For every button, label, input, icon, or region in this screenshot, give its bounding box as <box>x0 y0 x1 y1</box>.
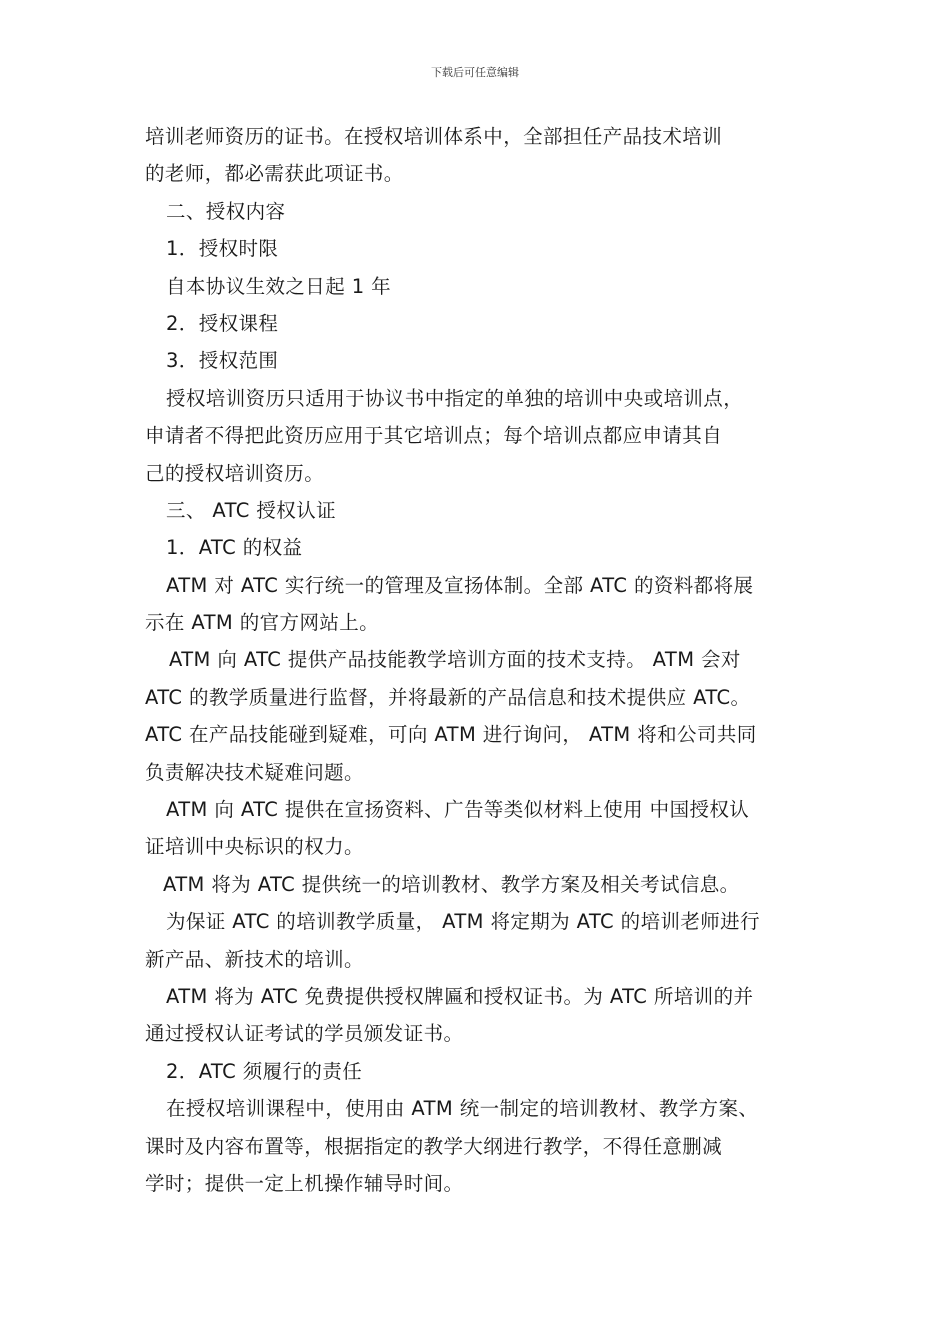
paragraph-line: 授权培训资历只适用于协议书中指定的单独的培训中央或培训点， <box>166 386 744 410</box>
subsection-heading: 2．ATC 须履行的责任 <box>166 1059 363 1083</box>
section-heading: 三、 ATC 授权认证 <box>166 498 337 522</box>
paragraph-line: 通过授权认证考试的学员颁发证书。 <box>145 1022 464 1046</box>
paragraph-line: 证培训中央标识的权力。 <box>145 835 364 859</box>
paragraph-line: ATM 对 ATC 实行统一的管理及宣扬体制。全部 ATC 的资料都将展 <box>166 573 754 597</box>
paragraph-line: 为保证 ATC 的培训教学质量， ATM 将定期为 ATC 的培训老师进行 <box>166 910 760 934</box>
paragraph-line: 自本协议生效之日起 1 年 <box>166 274 392 298</box>
paragraph-line: 学时；提供一定上机操作辅导时间。 <box>145 1171 464 1195</box>
paragraph-line: ATC 在产品技能碰到疑难，可向 ATM 进行询问， ATM 将和公司共同 <box>145 723 757 747</box>
paragraph-line: ATM 向 ATC 提供产品技能教学培训方面的技术支持。 ATM 会对 <box>169 648 741 672</box>
paragraph-line: 己的授权培训资历。 <box>145 461 325 485</box>
page-header: 下载后可任意编辑 <box>431 66 519 79</box>
paragraph-line: ATC 的教学质量进行监督，并将最新的产品信息和技术提供应 ATC。 <box>145 685 751 709</box>
section-heading: 二、授权内容 <box>166 199 286 223</box>
document-body <box>145 118 825 1202</box>
paragraph-line: 在授权培训课程中，使用由 ATM 统一制定的培训教材、教学方案、 <box>166 1097 759 1121</box>
subsection-heading: 2．授权课程 <box>166 311 279 335</box>
paragraph-line: 申请者不得把此资历应用于其它培训点；每个培训点都应申请其自 <box>145 424 723 448</box>
paragraph-line: 示在 ATM 的官方网站上。 <box>145 611 380 635</box>
subsection-heading: 1．授权时限 <box>166 237 279 261</box>
paragraph-line: ATM 将为 ATC 免费提供授权牌匾和授权证书。为 ATC 所培训的并 <box>166 984 754 1008</box>
paragraph-line: ATM 向 ATC 提供在宣扬资料、广告等类似材料上使用 中国授权认 <box>166 798 750 822</box>
subsection-heading: 1．ATC 的权益 <box>166 536 303 560</box>
paragraph-line: 的老师，都必需获此项证书。 <box>145 162 404 186</box>
paragraph-line: ATM 将为 ATC 提供统一的培训教材、教学方案及相关考试信息。 <box>163 872 740 896</box>
paragraph-line: 新产品、新技术的培训。 <box>145 947 364 971</box>
paragraph-line: 培训老师资历的证书。在授权培训体系中，全部担任产品技术培训 <box>145 125 723 148</box>
paragraph-line: 负责解决技术疑难问题。 <box>145 760 364 784</box>
paragraph-line: 课时及内容布置等，根据指定的教学大纲进行教学，不得任意删减 <box>145 1134 723 1158</box>
subsection-heading: 3．授权范围 <box>166 349 279 373</box>
